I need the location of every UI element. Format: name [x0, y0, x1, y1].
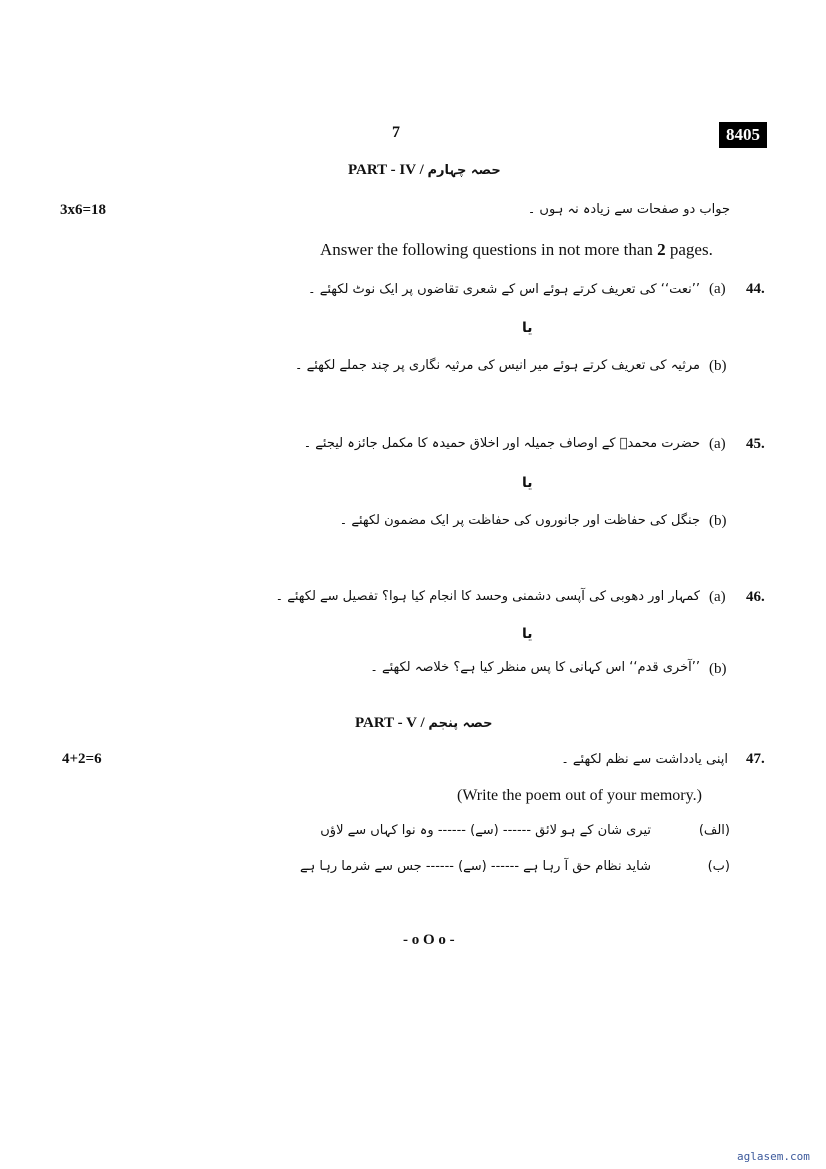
q44-a-label: (a) — [709, 281, 726, 297]
q46-b-text: ’’آخری قدم‘‘ اس کہانی کا پس منظر کیا ہے؟ خلاصہ لکھئے ۔ — [370, 660, 700, 675]
end-mark: - o O o - — [403, 932, 455, 948]
question-number-47: 47. — [746, 751, 765, 767]
part5-marks: 4+2=6 — [62, 751, 102, 767]
q46-a-text: کمہار اور دھوبی کی آپسی دشمنی وحسد کا انجام کیا ہوا؟ تفصیل سے لکھئے ۔ — [275, 589, 700, 604]
watermark-link[interactable]: aglasem.com — [737, 1150, 810, 1163]
q46-a-label: (a) — [709, 589, 726, 605]
poem-line-b-label: (ب) — [707, 859, 730, 874]
question-number-46: 46. — [746, 589, 765, 605]
poem-line-a-text: تیری شان کے ہو لائق ------ (سے) ------ وہ نوا کہاں سے لاؤں — [320, 823, 651, 838]
q44-b-text: مرثیہ کی تعریف کرتے ہوئے میر انیس کی مرثیہ نگاری پر چند جملے لکھئے ۔ — [294, 358, 700, 373]
paper-code-badge: 8405 — [719, 122, 767, 148]
or-label: یا — [522, 475, 533, 491]
part4-heading — [348, 162, 501, 179]
q47-instruction-en: (Write the poem out of your memory.) — [457, 787, 702, 804]
part4-heading-en: PART - IV / — [348, 162, 424, 178]
question-number-45: 45. — [746, 436, 765, 452]
q44-b-label: (b) — [709, 358, 727, 374]
part4-marks: 3x6=18 — [60, 202, 107, 218]
q45-a-text: حضرت محمدؐ کے اوصاف جمیلہ اور اخلاق حمیدہ کا مکمل جائزہ لیجئے ۔ — [303, 436, 700, 451]
instruction-en-bold: 2 — [657, 240, 666, 259]
part5-heading-ur: حصہ پنجم — [428, 716, 493, 731]
part5-heading-en: PART - V / — [355, 715, 425, 731]
part5-heading — [355, 715, 492, 732]
or-label: یا — [522, 320, 533, 336]
part4-heading-ur: حصہ چہارم — [427, 163, 501, 178]
page-number: 7 — [392, 124, 400, 141]
q45-a-label: (a) — [709, 436, 726, 452]
q47-text: اپنی یادداشت سے نظم لکھئے ۔ — [561, 752, 728, 767]
part4-instruction-ur: جواب دو صفحات سے زیادہ نہ ہوں ۔ — [527, 202, 730, 217]
question-number-44: 44. — [746, 281, 765, 297]
or-label: یا — [522, 626, 533, 642]
poem-line-b-text: شاید نظام حق آ رہا ہے ------ (سے) ------ جس سے شرما رہا ہے — [299, 859, 651, 874]
q46-b-label: (b) — [709, 661, 727, 677]
part4-instruction-en — [320, 240, 713, 260]
q44-a-text: ’’نعت‘‘ کی تعریف کرتے ہوئے اس کے شعری تقاضوں پر ایک نوٹ لکھئے ۔ — [307, 282, 700, 297]
poem-line-a-label: (الف) — [698, 823, 730, 838]
instruction-en-post: pages. — [665, 240, 713, 259]
q45-b-label: (b) — [709, 513, 727, 529]
instruction-en-pre: Answer the following questions in not more than — [320, 240, 658, 259]
q45-b-text: جنگل کی حفاظت اور جانوروں کی حفاظت پر ایک مضمون لکھئے ۔ — [339, 513, 700, 528]
